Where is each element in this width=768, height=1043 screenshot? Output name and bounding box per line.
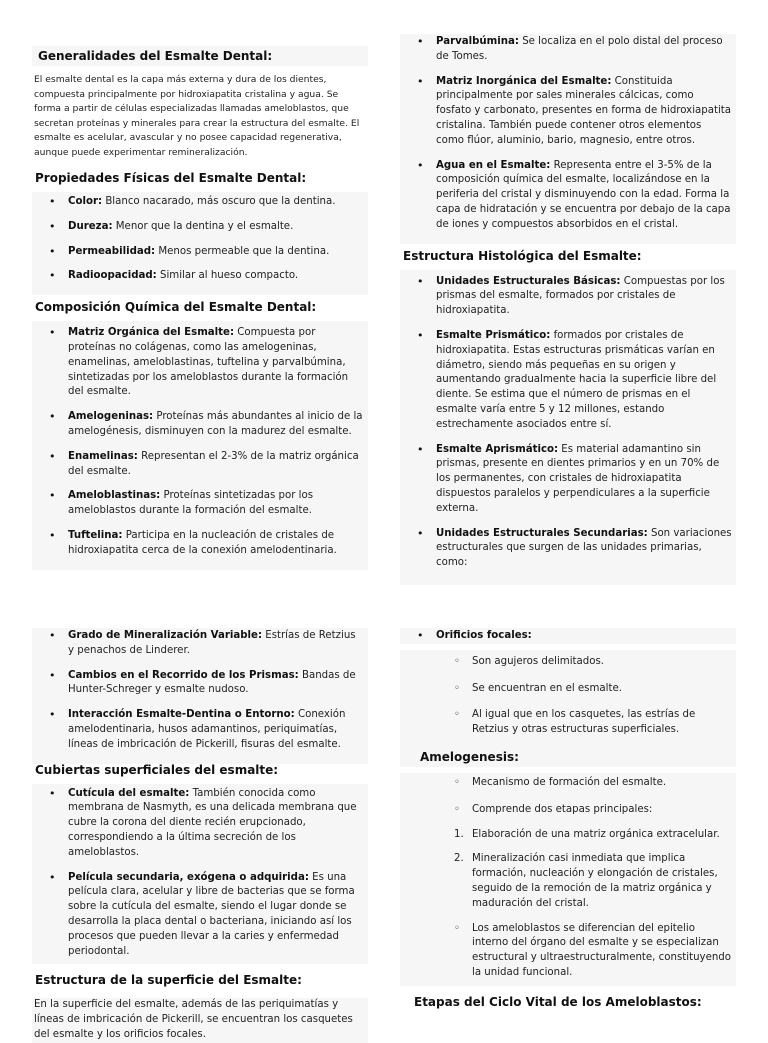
column-top-right	[400, 34, 736, 585]
physical-properties-list	[32, 192, 368, 295]
column-top-left	[32, 46, 368, 570]
list-item: • Ameloblastinas: Proteínas sintetizadas por los ameloblastos durante la formación del esmalte.	[32, 489, 368, 519]
section-heading-cubiertas: Cubiertas superficiales del esmalte:	[35, 762, 279, 777]
list-item: • Matriz Inorgánica del Esmalte: Constituida principalmente por sales minerales cálcicas, como fosfato y carbonato, presentes en forma de hidroxiapatita cristalina. También puede contener otros elementos como flúor, aluminio, bario, magnesio, entre otros.	[400, 75, 736, 149]
secondary-units-list	[32, 628, 368, 764]
list-item: • Película secundaria, exógena o adquirida: Es una película clara, acelular y libre de bacterias que se forma sobre la cutícula del esmalte, siendo el lugar donde se desarrolla la placa dental o bacteriana, iniciando así los procesos que pueden llevar a la caries y enfermedad periodontal.	[32, 871, 368, 960]
surface-paragraph: En la superficie del esmalte, además de las periquimatías y líneas de imbricación de Pickerill, se encuentran los casquetes del esmalte y los orificios focales.	[32, 998, 368, 1042]
section-heading-superficie: Estructura de la superficie del Esmalte:	[35, 973, 302, 988]
column-bottom-left	[32, 628, 368, 1043]
list-item: • Cutícula del esmalte: También conocida como membrana de Nasmyth, es una delicada membrana que cubre la corona del diente recién erupcionado, correspondiendo a la última secreción de los ameloblastos.	[32, 787, 368, 861]
list-item: • Orificios focales:	[400, 629, 736, 644]
intro-paragraph: El esmalte dental es la capa más externa y dura de los dientes, compuesta principalmente por hidroxiapatita cristalina y agua. Se forma a partir de células especializadas llamadas ameloblastos, que secretan proteínas y minerales para crear la estructura del esmalte. El esmalte es acelular, avascular y no posee capacidad regenerativa, aunque puede experimentar remineralización.	[34, 74, 360, 158]
list-item: ◦ Comprende dos etapas principales: 1. Elaboración de una matriz orgánica extracelular. 2. Mineralización casi inmediata que implica formación, nucleación y elongación de cristales, seguido de la remoción de la matriz orgánica y maduración del cristal.	[400, 803, 736, 912]
section-heading-estructura-histologica: Estructura Histológica del Esmalte:	[403, 248, 642, 263]
chemical-composition-list-cont	[400, 34, 736, 244]
list-item: • Cambios en el Recorrido de los Prismas: Bandas de Hunter-Schreger y esmalte nudoso.	[32, 669, 368, 699]
list-item: • Amelogeninas: Proteínas más abundantes al inicio de la amelogénesis, disminuyen con la madurez del esmalte.	[32, 410, 368, 440]
list-item: • Unidades Estructurales Básicas: Compuestas por los prismas del esmalte, formados por cristales de hidroxiapatita.	[400, 275, 736, 319]
section-heading-amelogenesis: Amelogenesis:	[400, 747, 736, 767]
chemical-composition-list	[32, 321, 368, 569]
list-item: ◦ Mecanismo de formación del esmalte.	[400, 776, 736, 791]
amelogenesis-list	[400, 776, 736, 981]
list-item: • Dureza: Menor que la dentina y el esmalte.	[32, 220, 368, 235]
list-item: • Tuftelina: Participa en la nucleación de cristales de hidroxiapatita cerca de la conexión amelodentinaria.	[32, 529, 368, 559]
histological-structure-list	[400, 270, 736, 585]
section-heading-propiedades: Propiedades Físicas del Esmalte Dental:	[35, 171, 307, 185]
section-heading-generalidades: Generalidades del Esmalte Dental:	[32, 46, 368, 66]
section-heading-ciclo-vital: Etapas del Ciclo Vital de los Ameloblastos:	[414, 994, 702, 1009]
amelogenesis-block	[400, 773, 736, 986]
list-item: • Esmalte Aprismático: Es material adamantino sin prismas, presente en dientes primarios y en un 70% de los permanentes, con cristales de hidroxiapatita dispuestos paralelos y perpendiculares a la superficie externa.	[400, 443, 736, 517]
amelogenesis-steps	[436, 828, 732, 912]
list-item: • Color: Blanco nacarado, más oscuro que la dentina.	[32, 195, 368, 210]
list-item: • Grado de Mineralización Variable: Estrías de Retzius y penachos de Linderer.	[32, 629, 368, 659]
list-item: 1. Elaboración de una matriz orgánica extracelular.	[454, 828, 720, 840]
list-item: ◦ Al igual que en los casquetes, las estrías de Retzius y otras estructuras superficiales.	[400, 708, 736, 738]
list-item: • Esmalte Prismático: formados por cristales de hidroxiapatita. Estas estructuras prismáticas varían en diámetro, siendo más pequeñas en su origen y aumentando gradualmente hacia la superficie libre del diente. Se estima que el número de prismas en el esmalte varía entre 5 y 12 millones, estando estrechamente asociados entre sí.	[400, 329, 736, 433]
section-heading-composicion: Composición Química del Esmalte Dental:	[35, 300, 317, 315]
focal-orifices-list	[400, 628, 736, 644]
list-item: • Parvalbúmina: Se localiza en el polo distal del proceso de Tomes.	[400, 35, 736, 65]
list-item: • Matriz Orgánica del Esmalte: Compuesta por proteínas no colágenas, como las amelogeninas, enamelinas, ameloblastinas, tuftelina y parvalbúmina, sintetizadas por los ameloblastos durante la formación del esmalte.	[32, 326, 368, 400]
focal-orifices-sublist	[400, 650, 736, 751]
list-item: • Permeabilidad: Menos permeable que la dentina.	[32, 245, 368, 260]
list-item: • Enamelinas: Representan el 2-3% de la matriz orgánica del esmalte.	[32, 450, 368, 480]
column-bottom-right	[400, 628, 736, 1012]
surface-covers-list	[32, 784, 368, 965]
list-item: 2. Mineralización casi inmediata que implica formación, nucleación y elongación de cristales, seguido de la remoción de la matriz orgánica y maduración del cristal.	[454, 853, 718, 909]
list-item: • Interacción Esmalte-Dentina o Entorno: Conexión amelodentinaria, husos adamantinos, periquimatías, líneas de imbricación de Pickerill, fisuras del esmalte.	[32, 708, 368, 752]
list-item: • Radioopacidad: Similar al hueso compacto.	[32, 269, 368, 284]
list-item: ◦ Son agujeros delimitados.	[400, 655, 736, 670]
list-item: ◦ Se encuentran en el esmalte.	[400, 682, 736, 697]
list-item: ◦ Los ameloblastos se diferencian del epitelio interno del órgano del esmalte y se especializan estructural y ultraestructuralmente, constituyendo la unidad funcional.	[400, 922, 736, 981]
list-item: • Agua en el Esmalte: Representa entre el 3-5% de la composición química del esmalte, localizándose en la periferia del cristal y disminuyendo con la edad. Forma la capa de hidratación y se encuentra por debajo de la capa de iones y compuestos absorbidos en el cristal.	[400, 159, 736, 233]
list-item: • Unidades Estructurales Secundarias: Son variaciones estructurales que surgen de las unidades primarias, como:	[400, 527, 736, 571]
